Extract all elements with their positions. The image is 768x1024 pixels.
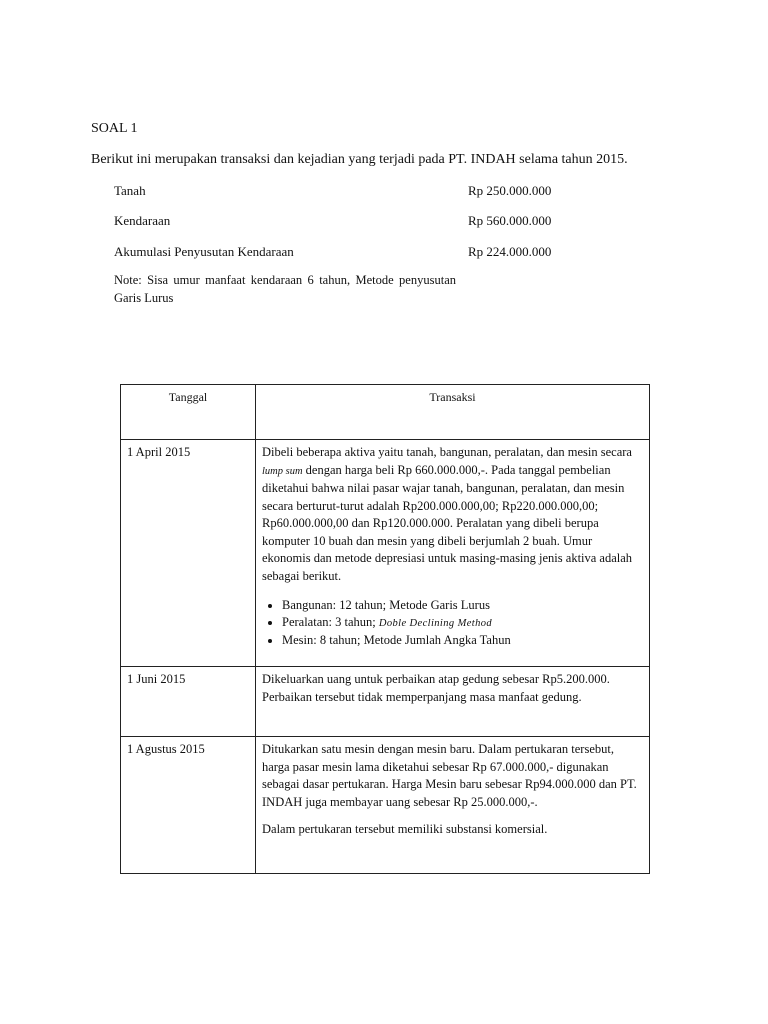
depreciation-list	[262, 597, 643, 649]
list-item: • Mesin: 8 tahun; Metode Jumlah Angka Tahun	[282, 632, 643, 649]
row-date: 1 April 2015	[121, 440, 256, 667]
intro-paragraph: Berikut ini merupakan transaksi dan kejadian yang terjadi pada PT. INDAH selama tahun 2015.	[91, 152, 628, 167]
asset-value-tanah: Rp 250.000.000	[468, 183, 552, 198]
note-paragraph: Note: Sisa umur manfaat kendaraan 6 tahun, Metode penyusutan Garis Lurus	[114, 273, 456, 305]
row-date: 1 Agustus 2015	[121, 737, 256, 874]
table-row	[121, 440, 650, 667]
list-item: • Peralatan: 3 tahun; Doble Declining Method	[282, 614, 643, 633]
row-transaction	[256, 440, 650, 667]
row-transaction	[256, 737, 650, 874]
list-item: • Bangunan: 12 tahun; Metode Garis Lurus	[282, 597, 643, 614]
asset-value-akumulasi: Rp 224.000.000	[468, 244, 552, 259]
document-title: SOAL 1	[91, 121, 138, 136]
transaction-text: Dibeli beberapa aktiva yaitu tanah, bangunan, peralatan, dan mesin secara lump sum dengan harga beli Rp 660.000.000,-. Pada tanggal pembelian diketahui bahwa nilai pasar wajar tanah, bangunan, peralatan, dan mesin secara berturut-turut adalah Rp200.000.000,00; Rp220.000.000,00; Rp60.000.000,00 dan Rp120.000.000. Peralatan yang dibeli berupa komputer 10 buah dan mesin yang dibeli berjumlah 2 buah. Umur ekonomis dan metode depresiasi untuk masing-masing jenis aktiva adalah sebagai berikut.	[262, 445, 633, 583]
table-row	[121, 737, 650, 874]
table-header-row	[121, 385, 650, 440]
asset-value-kendaraan: Rp 560.000.000	[468, 213, 552, 228]
row-transaction: Dikeluarkan uang untuk perbaikan atap gedung sebesar Rp5.200.000. Perbaikan tersebut tidak memperpanjang masa manfaat gedung.	[256, 667, 650, 737]
transaction-table	[120, 384, 650, 874]
header-transaction: Transaksi	[256, 385, 650, 440]
table-row	[121, 667, 650, 737]
asset-label-kendaraan: Kendaraan	[114, 213, 171, 228]
header-date: Tanggal	[121, 385, 256, 440]
transaction-text-2: Dalam pertukaran tersebut memiliki substansi komersial.	[262, 822, 548, 836]
transaction-text: Ditukarkan satu mesin dengan mesin baru. Dalam pertukaran tersebut, harga pasar mesin lama diketahui sebesar Rp 67.000.000,- digunakan sebagai dasar pertukaran. Harga Mesin baru sebesar Rp94.000.000 dan PT. INDAH juga membayar uang sebesar Rp 25.000.000,-.	[262, 742, 637, 809]
row-date: 1 Juni 2015	[121, 667, 256, 737]
asset-label-tanah: Tanah	[114, 183, 146, 198]
asset-label-akumulasi: Akumulasi Penyusutan Kendaraan	[114, 244, 294, 259]
